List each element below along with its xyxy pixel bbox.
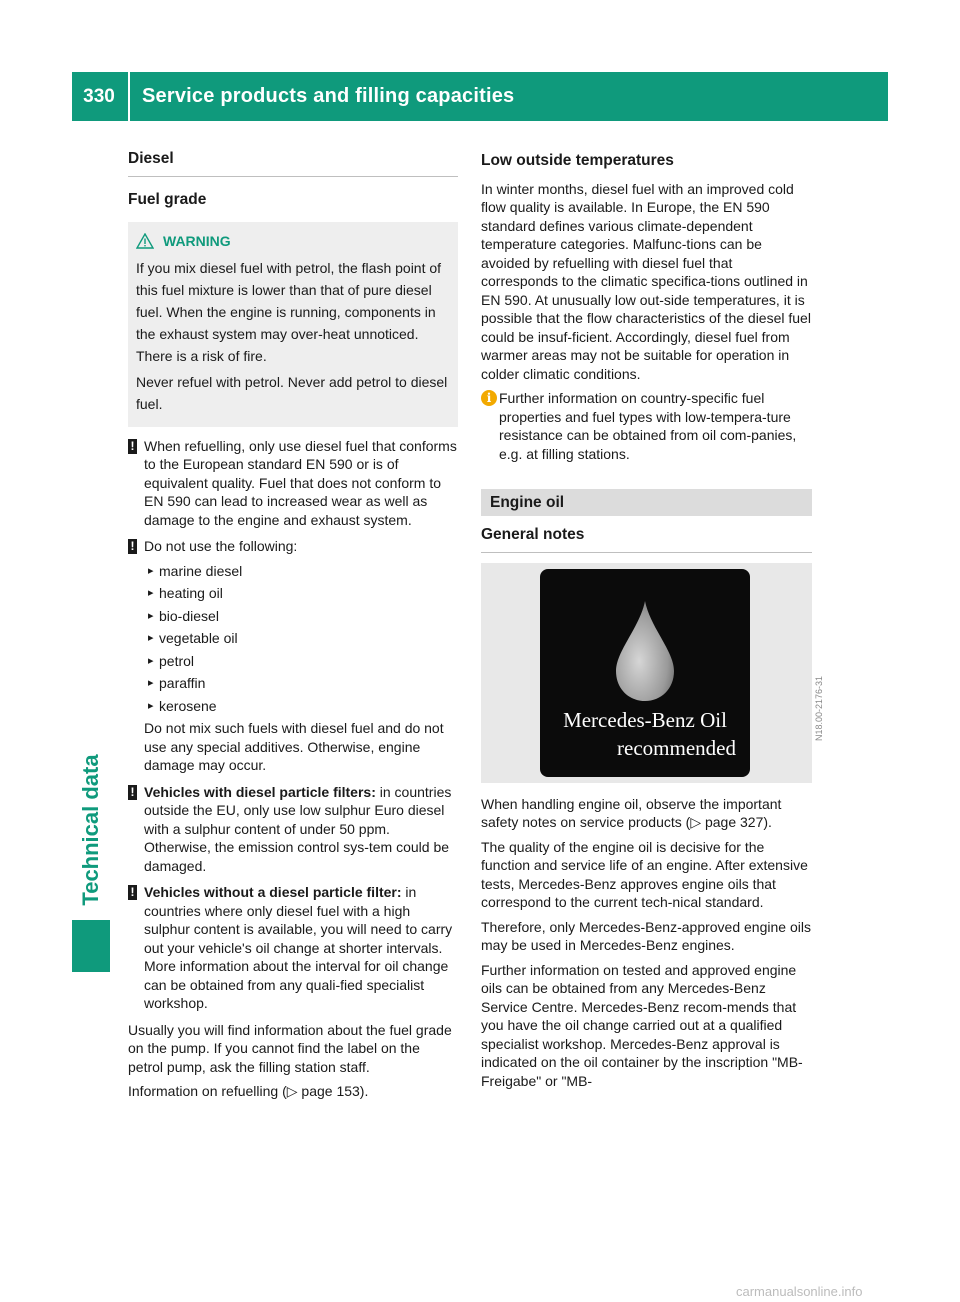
right-column — [481, 152, 824, 1096]
oil-label-panel — [540, 569, 750, 777]
exclamation-icon: ! — [128, 439, 137, 454]
oil-drop-icon — [614, 599, 676, 703]
section-title: Service products and filling capacities — [142, 85, 515, 107]
note-no-particle-filter-text: in countries where only diesel fuel with a high sulphur content is available, you will need to carry out your vehicle's oil change at shorter intervals. More information about the interval for oil change can be obtained from any quali-fied specialist workshop. — [144, 884, 453, 1011]
note-particle-filter-title: Vehicles with diesel particle filters: — [144, 783, 376, 800]
list-item: ▸ bio-diesel — [148, 605, 458, 628]
header-bar — [72, 72, 888, 121]
info-icon: i — [481, 390, 497, 406]
refuelling-reference[interactable]: Information on refuelling (▷ page 153). — [128, 1083, 369, 1099]
list-item: ▸ heating oil — [148, 582, 458, 605]
note-no-particle-filter — [128, 883, 458, 1013]
note-forbidden-intro: Do not use the following: — [144, 538, 298, 554]
left-column — [128, 150, 458, 1107]
note-no-particle-filter-title: Vehicles without a diesel particle filter: — [144, 884, 402, 900]
heading-general-notes: General notes — [481, 526, 812, 553]
fuel-grade-info: Usually you will find information about the fuel grade on the pump. If you cannot find the label on the petrol pump, ask the filling station staff. — [128, 1021, 452, 1075]
note-particle-filter-text: in countries outside the EU, only use low sulphur Euro diesel with a sulphur content of under 50 ppm. Otherwise, the emission control sys-tem could be damaged. — [144, 783, 452, 874]
list-item: ▸ marine diesel — [148, 560, 458, 583]
info-note — [481, 389, 812, 463]
list-item: ▸ paraffin — [148, 672, 458, 695]
list-item: ▸ vegetable oil — [148, 627, 458, 650]
forbidden-fuels-list — [148, 560, 458, 718]
figure-code: N18.00-2176-31 — [814, 675, 824, 741]
note-particle-filter-body — [144, 783, 458, 876]
note-en590 — [128, 437, 458, 530]
heading-low-temperatures: Low outside temperatures — [481, 152, 674, 169]
oil-quality-text: The quality of the engine oil is decisive for the function and service life of an engine. After extensive tests, Mercedes-Benz approves engine oils that correspond to the current tech-nical standard. — [481, 838, 808, 910]
oil-safety-reference[interactable]: When handling engine oil, observe the important safety notes on service products (▷ page 327). — [481, 795, 782, 830]
warning-box — [128, 222, 458, 427]
heading-fuel-grade: Fuel grade — [128, 190, 207, 208]
note-en590-text: When refuelling, only use diesel fuel that conforms to the European standard EN 590 or is of equivalent quality. Fuel that does not conform to EN 590 can lead to increased wear as well as damage to the engine and exhaust system. — [144, 437, 457, 528]
oil-label-line2: recommended — [617, 735, 736, 760]
warning-triangle-icon — [136, 233, 154, 249]
list-item: ▸ petrol — [148, 650, 458, 673]
page-number: 330 — [83, 86, 115, 107]
note-forbidden-outro: Do not mix such fuels with diesel fuel and do not use any special additives. Otherwise, engine damage may occur. — [144, 720, 444, 773]
side-tab-label: Technical data — [78, 754, 103, 906]
exclamation-icon: ! — [128, 539, 137, 554]
low-temperatures-text: In winter months, diesel fuel with an improved cold flow quality is available. In Europe, the EN 590 standard defines various climate-dependent temperature categories. Malfunc-tions can be avoided by refuelling with diesel fuel that corresponds to the climatic specifica-tions outlined in EN 590. At unusually low out-side temperatures, it is possible that the flow characteristics of the diesel fuel could be insuf-ficient. Accordingly, diesel fuel from warmer areas may not be suitable for operation in colder climatic conditions. — [481, 180, 811, 382]
list-item: ▸ kerosene — [148, 695, 458, 718]
info-note-text: Further information on country-specific fuel properties and fuel types with low-tempera-ture resistance can be obtained from oil com-panies, e.g. at filling stations. — [499, 390, 797, 462]
note-forbidden-fuels — [128, 537, 458, 775]
exclamation-icon: ! — [128, 785, 137, 800]
warning-label: WARNING — [163, 233, 231, 249]
exclamation-icon: ! — [128, 885, 137, 900]
heading-diesel: Diesel — [128, 150, 458, 177]
note-particle-filter — [128, 783, 458, 876]
oil-further-info-text: Further information on tested and approved engine oils can be obtained from any Mercedes-Benz Service Centre. Mercedes-Benz recom-mends that you have the oil change carried out at a qualified specialist workshop. Mercedes-Benz approval is indicated on the oil container by the inscription "MB-Freigabe" or "MB- — [481, 961, 803, 1089]
header-divider — [128, 72, 130, 121]
warning-title — [136, 232, 450, 251]
watermark: carmanualsonline.info — [736, 1284, 863, 1299]
warning-text-2: Never refuel with petrol. Never add petrol to diesel fuel. — [136, 373, 448, 412]
engine-oil-banner: Engine oil — [481, 489, 812, 516]
oil-label-line1: Mercedes-Benz Oil — [563, 707, 727, 732]
oil-label-figure — [481, 563, 824, 783]
warning-text-1: If you mix diesel fuel with petrol, the flash point of this fuel mixture is lower than that of pure diesel fuel. When the engine is running, components in the exhaust system may over-heat unnoticed. There is a risk of fire. — [136, 259, 442, 364]
note-no-particle-filter-body — [144, 883, 458, 1013]
oil-approved-text: Therefore, only Mercedes-Benz-approved engine oils may be used in Mercedes-Benz engines. — [481, 918, 811, 953]
side-tab-marker — [72, 920, 110, 972]
